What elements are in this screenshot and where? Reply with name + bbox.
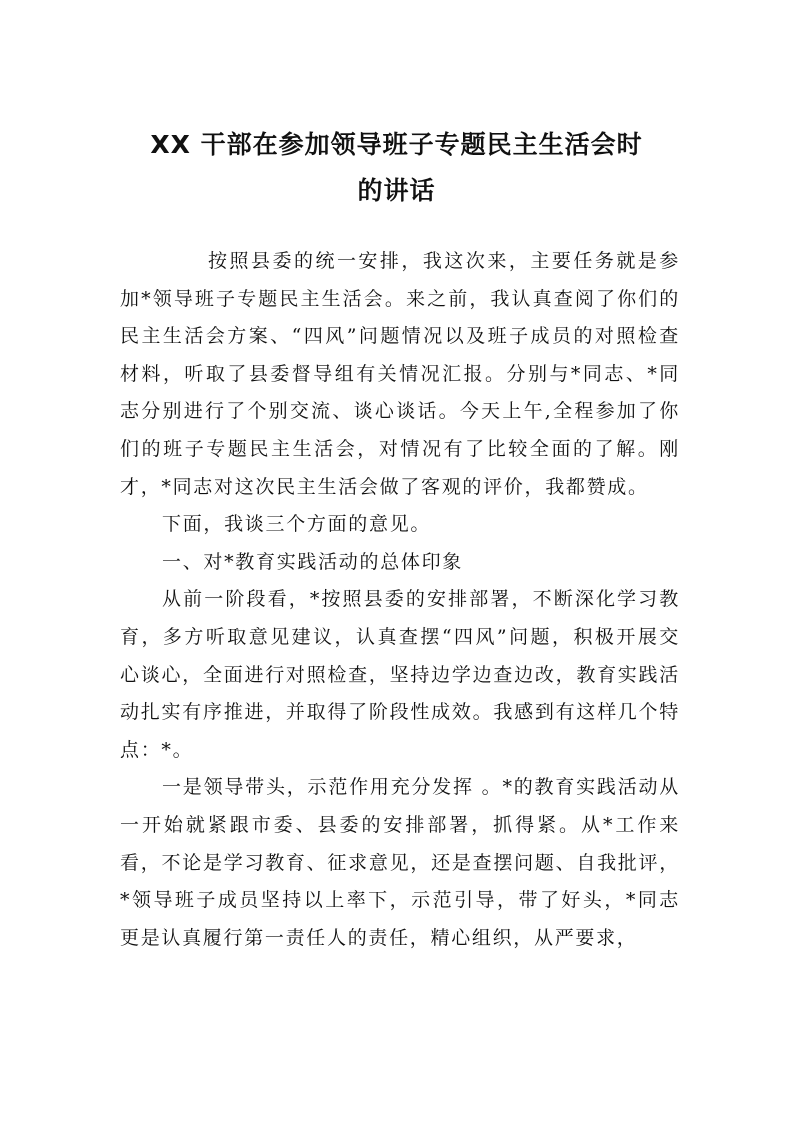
- section-heading-1: 一、对*教育实践活动的总体印象: [162, 550, 464, 573]
- document-title-line-2: 的讲话: [357, 176, 436, 205]
- paragraph-transition: 下面，我谈三个方面的意见。: [162, 513, 432, 536]
- document-body: [120, 243, 680, 957]
- paragraph-overview: 从前一阶段看，*按照县委的安排部署，不断深化学习教育，多方听取意见建议，认真查摆“四风”问题，积极开展交心谈心，全面进行对照检查，坚持边学边查边改，教育实践活动扎实有序推进，并取得了阶段性成效。我感到有这样几个特点：*。: [120, 588, 680, 761]
- paragraph-intro: 按照县委的统一安排，我这次来，主要任务就是参加*领导班子专题民主生活会。来之前，我认真查阅了你们的民主生活会方案、“四风”问题情况以及班子成员的对照检查材料，听取了县委督导组有关情况汇报。分别与*同志、*同志分别进行了个别交流、谈心谈话。今天上午,全程参加了你们的班子专题民主生活会，对情况有了比较全面的了解。刚才，*同志对这次民主生活会做了客观的评价，我都赞成。: [120, 250, 680, 498]
- paragraph-point-1: 一是领导带头，示范作用充分发挥 。*的教育实践活动从一开始就紧跟市委、县委的安排部署，抓得紧。从*工作来看，不论是学习教育、征求意见，还是查摆问题、自我批评，*领导班子成员坚持以上率下，示范引导，带了好头，*同志更是认真履行第一责任人的责任，精心组织，从严要求，: [120, 776, 680, 949]
- document-title-line-1: XX 干部在参加领导班子专题民主生活会时: [150, 130, 643, 159]
